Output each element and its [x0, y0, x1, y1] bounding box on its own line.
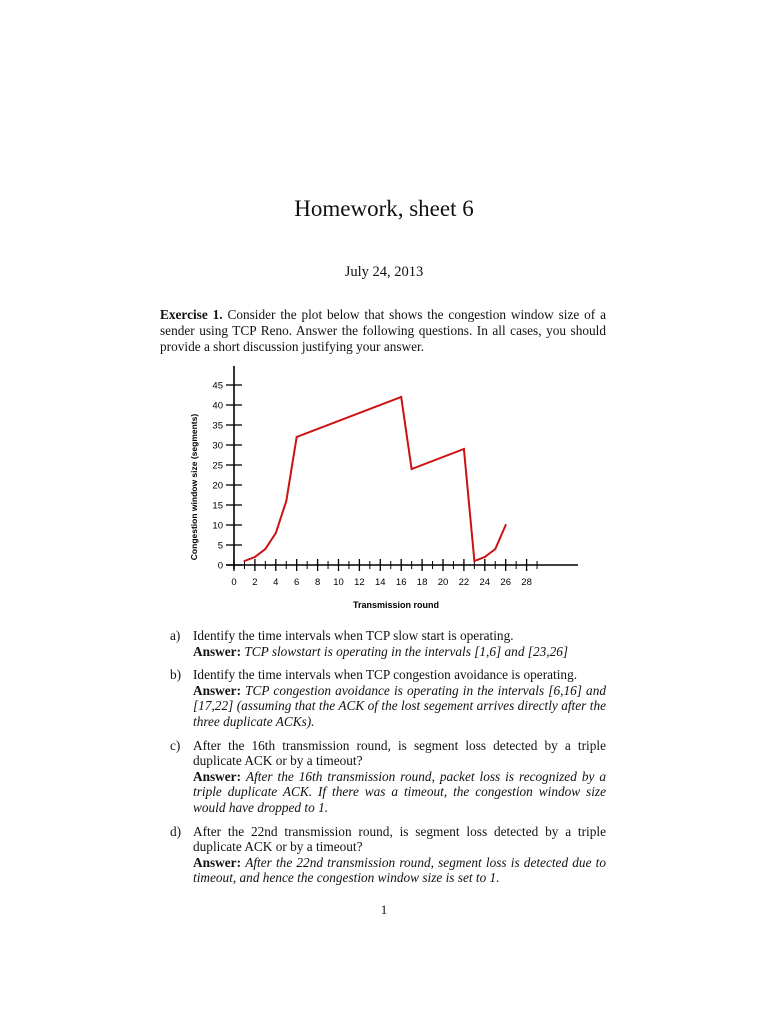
page-title: Homework, sheet 6	[294, 196, 474, 221]
data-point	[285, 500, 287, 502]
question-letter: c)	[170, 737, 181, 753]
x-tick-label: 10	[333, 577, 344, 588]
questions-list	[170, 628, 606, 894]
answer-label: Answer:	[193, 682, 242, 698]
x-tick-label: 18	[416, 577, 428, 588]
exercise-intro-text: Consider the plot below that shows the congestion window size of a sender using TCP Reno. Answer the following questions. In all cases, you should provide a short discussion justifying your answer.	[160, 307, 606, 355]
x-tick-label: 12	[354, 577, 365, 588]
document-date: July 24, 2013	[344, 264, 424, 280]
answer-text: TCP congestion avoidance is operating in the intervals [6,16] and [17,22] (assuming that the ACK of the lost segement arrives directly after the three duplicate ACKs).	[193, 682, 607, 729]
series-line	[245, 397, 506, 561]
question-text: After the 22nd transmission round, is segment loss detected by a triple duplicate ACK or by a timeout?	[193, 823, 606, 855]
x-tick-label: 20	[437, 577, 449, 588]
y-tick-label: 10	[212, 520, 223, 532]
question-answer	[193, 855, 606, 886]
question-answer	[193, 683, 606, 730]
x-tick-label: 26	[500, 577, 511, 588]
data-point	[400, 396, 402, 398]
answer-label: Answer:	[193, 768, 242, 784]
page-number: 1	[380, 902, 388, 917]
answer-label: Answer:	[193, 854, 242, 870]
question-letter: a)	[170, 628, 181, 643]
question-letter: d)	[170, 823, 182, 839]
data-point	[484, 556, 486, 558]
question-item	[170, 667, 606, 729]
congestion-window-chart	[160, 360, 600, 625]
x-tick-label: 16	[395, 577, 407, 588]
question-item	[170, 628, 606, 659]
x-tick-label: 0	[231, 577, 237, 588]
question-item	[170, 738, 606, 816]
y-tick-label: 40	[212, 400, 223, 412]
x-tick-label: 28	[521, 577, 532, 588]
y-tick-label: 45	[212, 380, 223, 392]
question-text: Identify the time intervals when TCP congestion avoidance is operating.	[193, 667, 578, 683]
x-tick-label: 4	[273, 577, 279, 588]
question-text: Identify the time intervals when TCP slow start is operating.	[193, 628, 514, 643]
question-letter: b)	[170, 667, 182, 683]
data-point	[275, 532, 277, 534]
answer-text: TCP slowstart is operating in the intervals [1,6] and [23,26]	[244, 643, 569, 659]
question-text: After the 16th transmission round, is segment loss detected by a triple duplicate ACK or by a timeout?	[193, 737, 606, 769]
y-tick-label: 25	[212, 460, 223, 472]
data-point	[411, 468, 413, 470]
data-point	[254, 556, 256, 558]
x-tick-label: 22	[458, 577, 470, 588]
y-tick-label: 0	[217, 560, 223, 572]
data-point	[463, 448, 465, 450]
question-answer	[193, 644, 606, 660]
data-point	[296, 436, 298, 438]
y-tick-label: 5	[217, 540, 223, 552]
data-point	[505, 524, 507, 526]
y-tick-label: 20	[212, 480, 223, 492]
y-tick-label: 30	[212, 440, 223, 452]
question-item	[170, 824, 606, 886]
question-answer	[193, 769, 606, 816]
data-point	[473, 560, 475, 562]
answer-text: After the 16th transmission round, packet loss is recognized by a triple duplicate ACK. If there was a timeout, the congestion window size would have dropped to 1.	[193, 768, 606, 815]
x-tick-label: 8	[314, 577, 321, 588]
x-tick-label: 14	[375, 577, 386, 588]
answer-text: After the 22nd transmission round, segment loss is detected due to timeout, and hence the congestion window size is set to 1.	[193, 854, 606, 886]
data-point	[494, 548, 496, 550]
exercise-label: Exercise 1.	[160, 307, 223, 322]
y-axis-label: Congestion window size (segments)	[189, 413, 199, 561]
x-tick-label: 2	[252, 577, 258, 588]
x-tick-label: 6	[294, 577, 300, 588]
x-axis-label: Transmission round	[352, 600, 439, 610]
chart-svg	[160, 360, 600, 625]
answer-label: Answer:	[193, 643, 242, 659]
data-point	[264, 548, 266, 550]
data-point	[243, 560, 245, 562]
y-tick-label: 35	[212, 420, 223, 432]
exercise-intro	[160, 307, 606, 356]
y-tick-label: 15	[212, 500, 223, 512]
x-tick-label: 24	[479, 577, 491, 588]
